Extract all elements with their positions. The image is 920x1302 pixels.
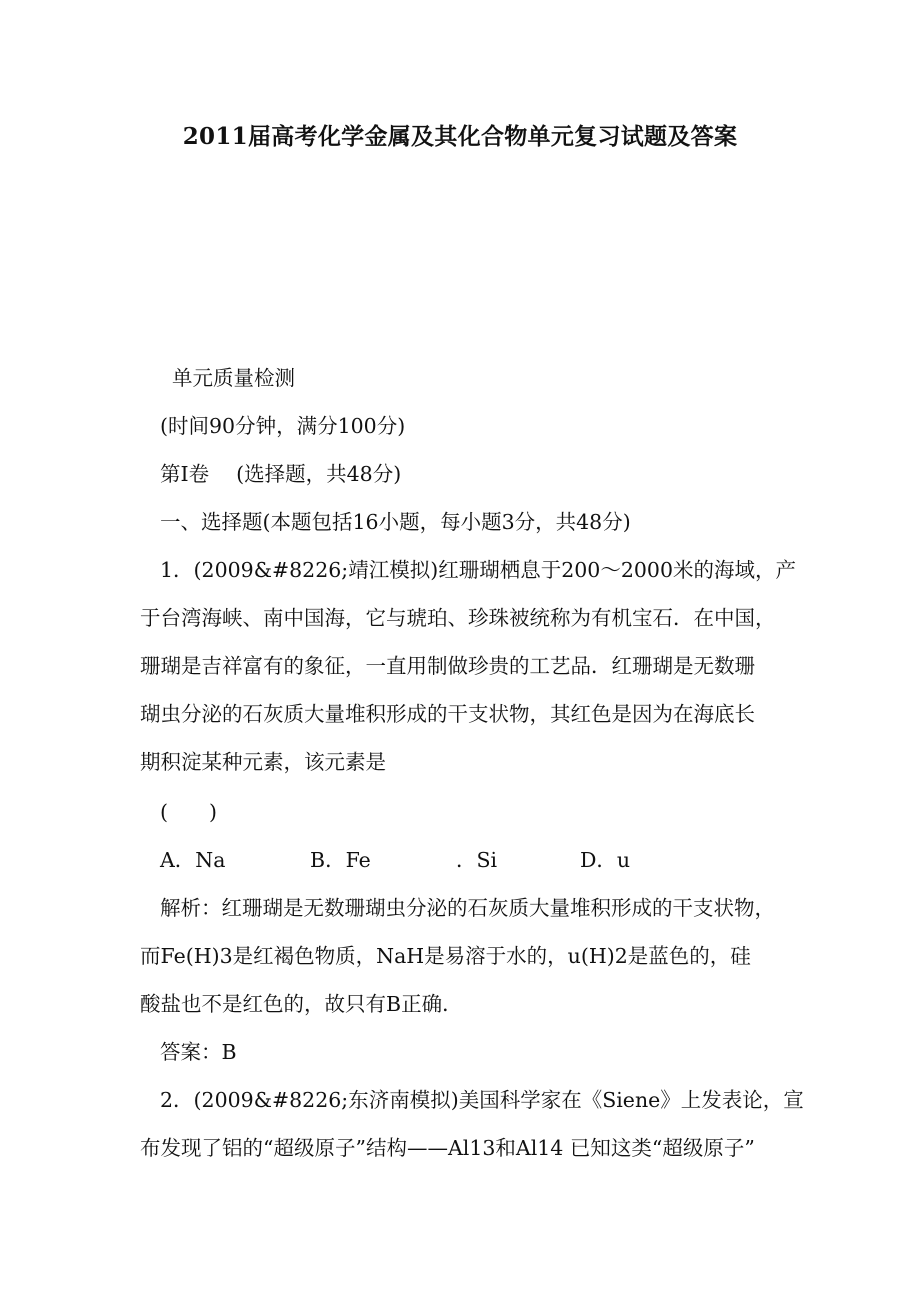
volume-label: 第Ⅰ卷 (选择题，共48分): [160, 462, 402, 486]
analysis-line: 酸盐也不是红色的，故只有B正确．: [140, 992, 463, 1016]
question-1-line: 于台湾海峡、南中国海，它与琥珀、珍珠被统称为有机宝石．在中国，: [140, 606, 776, 630]
answer-line: 答案：B: [160, 1040, 237, 1064]
answer-blank: ( ): [160, 800, 217, 824]
part-heading: 一、选择题(本题包括16小题，每小题3分，共48分): [160, 510, 631, 534]
option-d: D．u: [580, 848, 631, 872]
option-c: ．Si: [456, 848, 498, 872]
document-title: 2011届高考化学金属及其化合物单元复习试题及答案: [182, 123, 738, 150]
time-info: (时间90分钟，满分100分): [160, 414, 406, 438]
question-1-line: 瑚虫分泌的石灰质大量堆积形成的干支状物，其红色是因为在海底长: [140, 702, 755, 726]
section-heading: 单元质量检测: [172, 366, 295, 390]
question-2-line: 布发现了铝的“超级原子”结构——Al13和Al14 已知这类“超级原子”: [140, 1136, 755, 1160]
question-1-line: 珊瑚是吉祥富有的象征，一直用制做珍贵的工艺品．红珊瑚是无数珊: [140, 654, 755, 678]
question-1-line: 期积淀某种元素，该元素是: [140, 750, 386, 774]
analysis-line: 而Fe(H)3是红褐色物质，NaH是易溶于水的，u(H)2是蓝色的，硅: [140, 944, 751, 968]
option-a: A．Na: [160, 848, 226, 872]
analysis-line: 解析：红珊瑚是无数珊瑚虫分泌的石灰质大量堆积形成的干支状物，: [160, 896, 775, 920]
question-2-line: 2．(2009&#8226;东济南模拟)美国科学家在《Siene》上发表论，宣: [160, 1088, 804, 1112]
question-1-line: 1．(2009&#8226;靖江模拟)红珊瑚栖息于200～2000米的海域，产: [160, 558, 797, 582]
option-b: B．Fe: [310, 848, 371, 872]
